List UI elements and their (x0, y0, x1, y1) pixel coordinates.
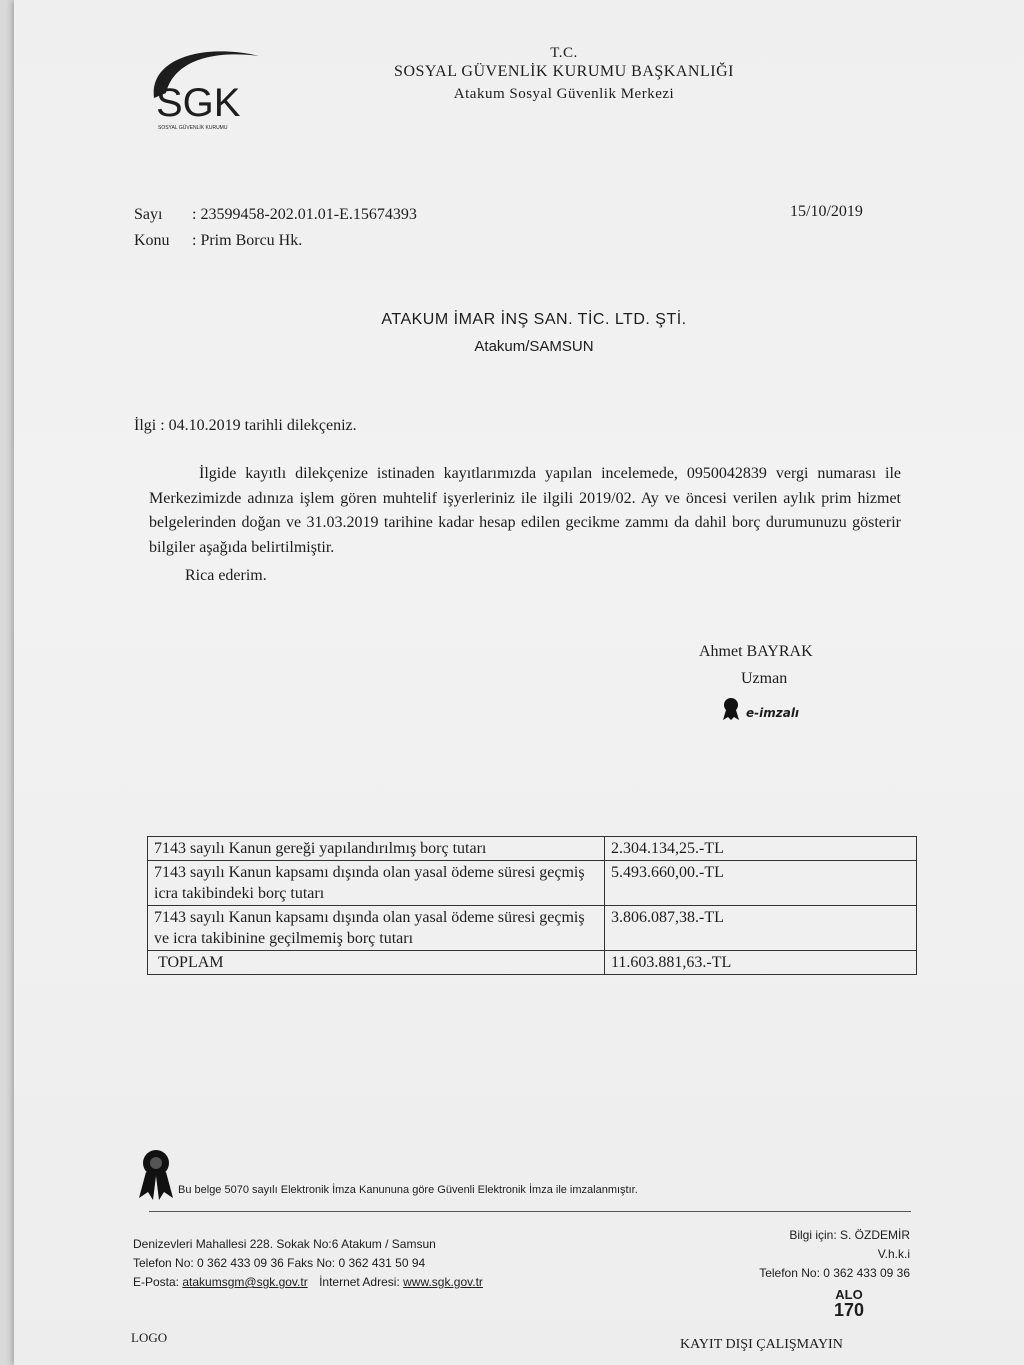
row-label: 7143 sayılı Kanun kapsamı dışında olan yasal ödeme süresi geçmiş ve icra takibinine geçilmemiş borç tutarı (148, 906, 605, 951)
recipient-city: Atakum/SAMSUN (474, 338, 594, 355)
recipient-name: ATAKUM İMAR İNŞ SAN. TİC. LTD. ŞTİ. (381, 311, 687, 328)
alo170-logo (834, 1288, 864, 1319)
eimza-label: e-imzalı (746, 706, 800, 720)
row-amount: 5.493.660,00.-TL (605, 861, 917, 906)
sayi-label: Sayı (134, 206, 163, 223)
row-label: 7143 sayılı Kanun kapsamı dışında olan yasal ödeme süresi geçmiş icra takibindeki borç tutarı (148, 861, 605, 906)
table-row (148, 837, 917, 861)
web-link[interactable]: www.sgk.gov.tr (403, 1275, 483, 1289)
logo-label: LOGO (131, 1330, 168, 1345)
sgk-logo (144, 38, 264, 138)
total-label: TOPLAM (148, 951, 605, 975)
header-branch: Atakum Sosyal Güvenlik Merkezi (453, 86, 675, 102)
header-tc: T.C. (550, 45, 578, 61)
konu-label: Konu (134, 232, 170, 249)
document-date: 15/10/2019 (790, 203, 863, 220)
header-institution: SOSYAL GÜVENLİK KURUMU BAŞKANLIĞI (394, 63, 734, 80)
email-label: E-Posta: (133, 1275, 180, 1289)
eimza-seal-icon (719, 696, 745, 722)
info-contact-role: V.h.k.i (877, 1247, 910, 1261)
web-label: İnternet Adresi: (319, 1275, 400, 1289)
footer-contact (133, 1275, 483, 1289)
body-paragraph: İlgide kayıtlı dilekçenize istinaden kayıtlarımızda yapılan incelemede, 0950042839 vergi numarası ile Merkezimizde adınıza işlem gören muhtelif işyerleriniz ile ilgili 2019/02. Ay ve öncesi verilen aylık prim hizmet belgelerinden doğan ve 31.03.2019 tarihine kadar hesap edilen gecikme zammı da dahil borç durumunuzu gösterir bilgiler aşağıda belirtilmiştir. (149, 465, 901, 556)
row-label: 7143 sayılı Kanun gereği yapılandırılmış borç tutarı (148, 837, 605, 861)
footer-divider (149, 1211, 911, 1212)
alo-text: ALO (835, 1287, 863, 1302)
table-row (148, 906, 917, 951)
sgk-logo-subtext: SOSYAL GÜVENLİK KURUMU (158, 125, 228, 131)
sgk-logo-text: SGK (156, 81, 241, 125)
table-total-row (148, 951, 917, 975)
email-link[interactable]: atakumsgm@sgk.gov.tr (182, 1275, 308, 1289)
footer-phone-fax: Telefon No: 0 362 433 09 36 Faks No: 0 362 431 50 94 (133, 1256, 426, 1270)
total-amount: 11.603.881,63.-TL (605, 951, 917, 975)
kayit-disi-slogan: KAYIT DIŞI ÇALIŞMAYIN (680, 1337, 843, 1352)
alo-number: 170 (834, 1300, 865, 1320)
eimza-rosette-icon (136, 1146, 176, 1202)
row-amount: 2.304.134,25.-TL (605, 837, 917, 861)
esign-note: Bu belge 5070 sayılı Elektronik İmza Kanununa göre Güvenli Elektronik İmza ile imzalanmıştır. (178, 1184, 638, 1196)
sayi-value: : 23599458-202.01.01-E.15674393 (192, 206, 417, 223)
document-page (14, 0, 1024, 1365)
info-contact-name: Bilgi için: S. ÖZDEMİR (789, 1228, 910, 1242)
closing-line: Rica ederim. (185, 567, 267, 584)
info-contact-phone: Telefon No: 0 362 433 09 36 (759, 1266, 910, 1280)
row-amount: 3.806.087,38.-TL (605, 906, 917, 951)
signer-name: Ahmet BAYRAK (699, 643, 813, 660)
footer-address: Denizevleri Mahallesi 228. Sokak No:6 Atakum / Samsun (133, 1237, 436, 1251)
debt-table (147, 836, 917, 975)
konu-value: : Prim Borcu Hk. (192, 232, 303, 249)
signer-title: Uzman (741, 670, 788, 687)
sayi-line (134, 206, 417, 224)
table-row (148, 861, 917, 906)
konu-line (134, 232, 302, 250)
ilgi-line: İlgi : 04.10.2019 tarihli dilekçeniz. (134, 417, 357, 434)
